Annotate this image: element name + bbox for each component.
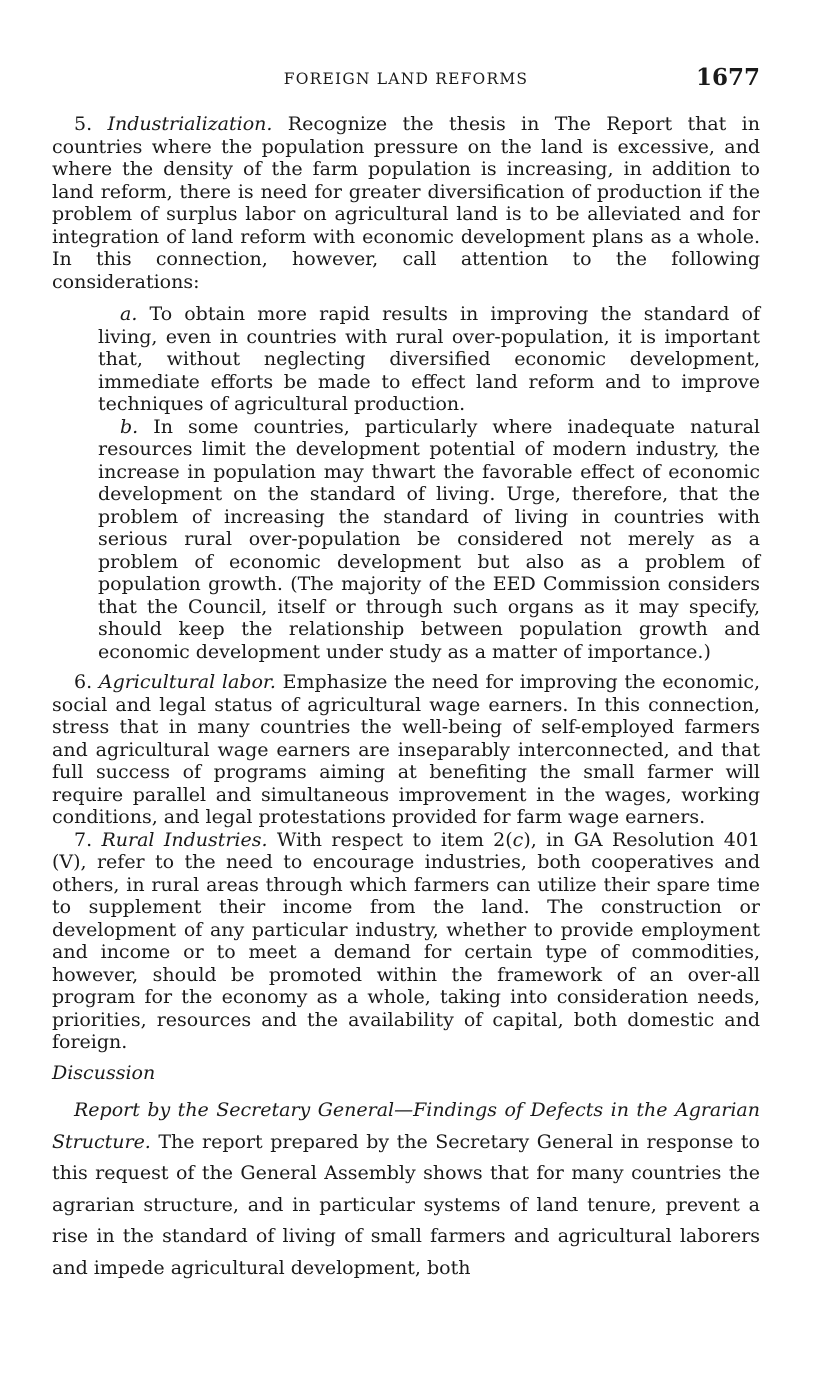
item-text: With respect to item 2(	[267, 828, 513, 851]
item-number: 7.	[74, 828, 102, 851]
paragraph-rural-industries	[52, 829, 760, 1054]
item-text: ), in GA Resolution 401 (V), refer to the need to encourage industries, both cooperatives and others, in rural areas through which farmers can utilize their spare time to supplement their income from the land. The construction or development of any particular industry, whether to provide employment and income or to meet a demand for certain type of commodities, however, should be promoted within the framework of an over-all program for the economy as a whole, taking into consideration needs, priorities, resources and the availability of capital, both domestic and foreign.	[52, 828, 761, 1053]
item-number: 5.	[74, 113, 108, 135]
discussion-text: The report prepared by the Secretary General in response to this request of the General Assembly shows that for many countries the agrarian structure, and in particular systems of land tenure, prevent a rise in the standard of living of small farmers and agricultural laborers and impede agricultural development, both	[52, 1130, 760, 1279]
subitem-text: To obtain more rapid results in improving the standard of living, even in countries with rural over-population, it is important that, without neglecting diversified economic development, immediate efforts be made to effect land reform and to improve techniques of agricultural production.	[98, 303, 760, 415]
paragraph-industrialization	[52, 113, 760, 293]
running-title: FOREIGN LAND REFORMS	[283, 70, 529, 88]
subitem-letter: b.	[120, 415, 139, 438]
item-text: Emphasize the need for improving the economic, social and legal status of agricultural wage earners. In this connection, stress that in many countries the well-being of self-employed farmers and agricultural wage earners are inseparably interconnected, and that full success of programs aiming at benefiting the small farmer will require parallel and simultaneous improvement in the wages, working conditions, and legal protestations provided for farm wage earners.	[52, 671, 761, 828]
paragraph-agricultural-labor	[52, 671, 760, 829]
item-reference-letter: c	[512, 828, 524, 851]
running-header	[52, 64, 760, 94]
subparagraph-b	[98, 416, 760, 664]
item-number: 6.	[74, 671, 99, 693]
section-heading-discussion: Discussion	[52, 1061, 156, 1084]
item-text: Recognize the thesis in The Report that in countries where the population pressure on the land is excessive, and where the density of the farm population is increasing, in addition to land reform, there is need for greater diversification of production if the problem of surplus labor on agricultural land is to be alleviated and for integration of land reform with economic development plans as a whole. In this connection, however, call attention to the following considerations:	[52, 113, 760, 293]
subitem-letter: a.	[120, 303, 138, 325]
page-number: 1677	[695, 64, 760, 91]
subitem-text: In some countries, particularly where inadequate natural resources limit the development potential of modern industry, the increase in population may thwart the favorable effect of economic development on the standard of living. Urge, therefore, that the problem of increasing the standard of living in countries with serious rural over-population be considered not merely as a problem of economic development but also as a problem of population growth. (The majority of the EED Commission considers that the Council, itself or through such organs as it may specify, should keep the relationship between population growth and economic development under study as a matter of importance.)	[98, 415, 760, 663]
item-title: Rural Industries.	[101, 828, 268, 851]
item-title: Industrialization.	[107, 113, 273, 135]
paragraph-discussion	[52, 1095, 760, 1284]
item-title: Agricultural labor.	[98, 671, 276, 693]
subparagraph-a	[98, 303, 760, 416]
body-text	[52, 113, 760, 1284]
discussion-subtitle: Report by the Secretary General—Findings of Defects in the Agrarian Structure.	[52, 1099, 760, 1153]
